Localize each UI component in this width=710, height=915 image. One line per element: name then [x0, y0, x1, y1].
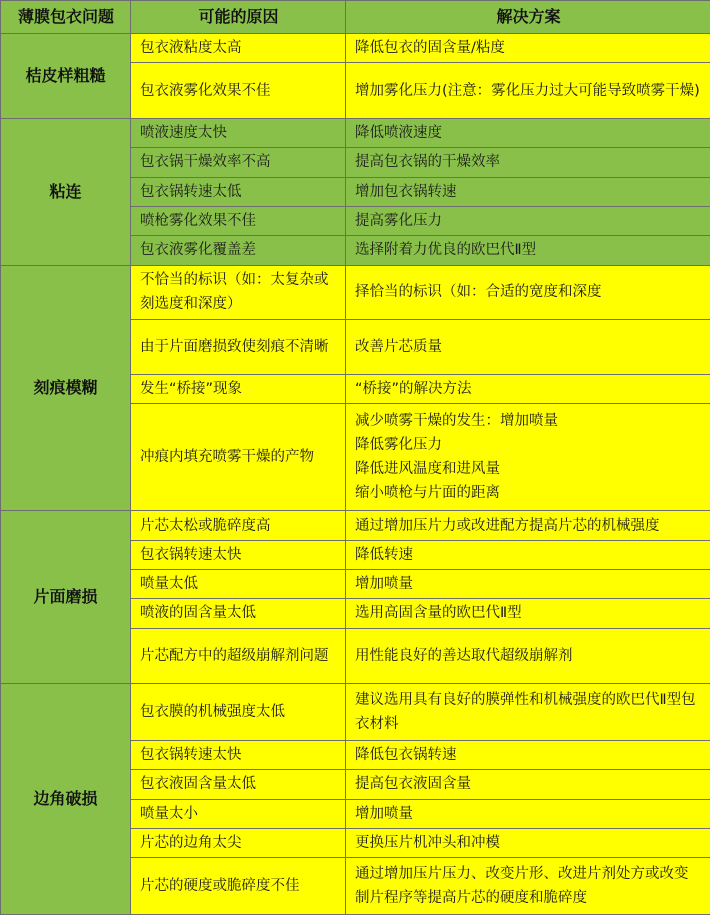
solution-line: 择恰当的标识（如：合适的宽度和深度	[355, 284, 602, 301]
solution-cell	[346, 118, 710, 147]
cause-cell: 冲痕内填充喷雾干燥的产物	[131, 404, 346, 511]
solution-cell	[346, 628, 710, 684]
solution-cell	[346, 265, 710, 320]
solution-line: 改善片芯质量	[355, 339, 442, 355]
cause-cell: 包衣液粘度太高	[131, 34, 346, 63]
cause-cell: 包衣液雾化效果不佳	[131, 63, 346, 119]
header-cause: 可能的原因	[131, 1, 346, 34]
table-row	[1, 118, 710, 147]
solution-line: 降低包衣的固含量/粘度	[355, 40, 505, 57]
solution-line: 增加包衣锅转速	[355, 183, 457, 200]
cause-cell: 包衣锅转速太低	[131, 177, 346, 206]
solution-line: 降低雾化压力	[355, 437, 442, 454]
solution-line: 减少喷雾干燥的发生：增加喷量	[355, 413, 558, 430]
solution-line: 更换压片机冲头和冲模	[355, 835, 500, 852]
solution-cell	[346, 63, 710, 119]
cause-cell: 包衣液雾化覆盖差	[131, 236, 346, 265]
solution-line: 提高包衣锅的干燥效率	[355, 154, 500, 171]
solution-cell	[346, 404, 710, 511]
solution-line: 缩小喷枪与片面的距离	[355, 485, 500, 502]
table-body	[1, 34, 710, 915]
solution-cell	[346, 320, 710, 375]
cause-cell: 不恰当的标识（如：太复杂或刻选度和深度）	[131, 265, 346, 320]
solution-line: 选择附着力优良的欧巴代Ⅱ型	[355, 242, 537, 259]
table-row	[1, 265, 710, 320]
cause-cell: 由于片面磨损致使刻痕不清晰	[131, 320, 346, 375]
solution-cell	[346, 599, 710, 628]
problem-cell: 桔皮样粗糙	[1, 34, 131, 119]
solution-line: 降低转速	[355, 546, 413, 563]
cause-cell: 包衣锅转速太快	[131, 740, 346, 769]
solution-line: 增加喷量	[355, 805, 413, 822]
cause-cell: 包衣液固含量太低	[131, 770, 346, 799]
cause-cell: 包衣锅转速太快	[131, 540, 346, 569]
cause-cell: 片芯的硬度或脆碎度不佳	[131, 858, 346, 915]
cause-cell: 发生“桥接”现象	[131, 374, 346, 403]
solution-line: 增加喷量	[355, 576, 413, 593]
header-row	[1, 1, 710, 34]
solution-line: “桥接”的解决方法	[355, 380, 472, 397]
solution-cell	[346, 177, 710, 206]
solution-line: 用性能良好的善达取代超级崩解剂	[355, 647, 573, 664]
solution-line: 降低包衣锅转速	[355, 747, 457, 764]
solution-line: 选用高固含量的欧巴代Ⅱ型	[355, 605, 522, 622]
solution-cell	[346, 799, 710, 828]
cause-cell: 喷量太小	[131, 799, 346, 828]
solution-line: 通过增加压片压力、改变片形、改进片剂处方或改变制片程序等提高片芯的硬度和脆碎度	[355, 866, 689, 907]
cause-cell: 喷液的固含量太低	[131, 599, 346, 628]
solution-line: 降低进风温度和进风量	[355, 461, 500, 478]
solution-cell	[346, 374, 710, 403]
solution-line: 提高包衣液固含量	[355, 776, 471, 793]
solution-cell	[346, 148, 710, 177]
cause-cell: 喷液速度太快	[131, 118, 346, 147]
table-row	[1, 684, 710, 741]
solution-cell	[346, 828, 710, 857]
problem-cell: 片面磨损	[1, 511, 131, 684]
solution-line: 提高雾化压力	[355, 213, 442, 230]
solution-cell	[346, 858, 710, 915]
table-row	[1, 34, 710, 63]
problem-cell: 边角破损	[1, 684, 131, 915]
cause-cell: 喷量太低	[131, 570, 346, 599]
cause-cell: 片芯配方中的超级崩解剂问题	[131, 628, 346, 684]
solution-line: 建议选用具有良好的膜弹性和机械强度的欧巴代Ⅱ型包衣材料	[355, 692, 696, 733]
solution-cell	[346, 684, 710, 741]
header-solution: 解决方案	[346, 1, 710, 34]
solution-cell	[346, 740, 710, 769]
table-row	[1, 511, 710, 540]
cause-cell: 包衣锅干燥效率不高	[131, 148, 346, 177]
solution-cell	[346, 206, 710, 235]
cause-cell: 喷枪雾化效果不佳	[131, 206, 346, 235]
solution-line: 通过增加压片力或改进配方提高片芯的机械强度	[355, 517, 660, 534]
solution-line: 降低喷液速度	[355, 125, 442, 142]
solution-cell	[346, 236, 710, 265]
cause-cell: 片芯的边角太尖	[131, 828, 346, 857]
solution-cell	[346, 570, 710, 599]
problem-cell: 粘连	[1, 118, 131, 265]
solution-cell	[346, 540, 710, 569]
problem-cell: 刻痕模糊	[1, 265, 131, 511]
solution-cell	[346, 511, 710, 540]
cause-cell: 片芯太松或脆碎度高	[131, 511, 346, 540]
cause-cell: 包衣膜的机械强度太低	[131, 684, 346, 741]
solution-line: 增加雾化压力(注意：雾化压力过大可能导致喷雾干燥)	[355, 82, 700, 99]
solution-cell	[346, 770, 710, 799]
solution-cell	[346, 34, 710, 63]
header-problem: 薄膜包衣问题	[1, 1, 131, 34]
